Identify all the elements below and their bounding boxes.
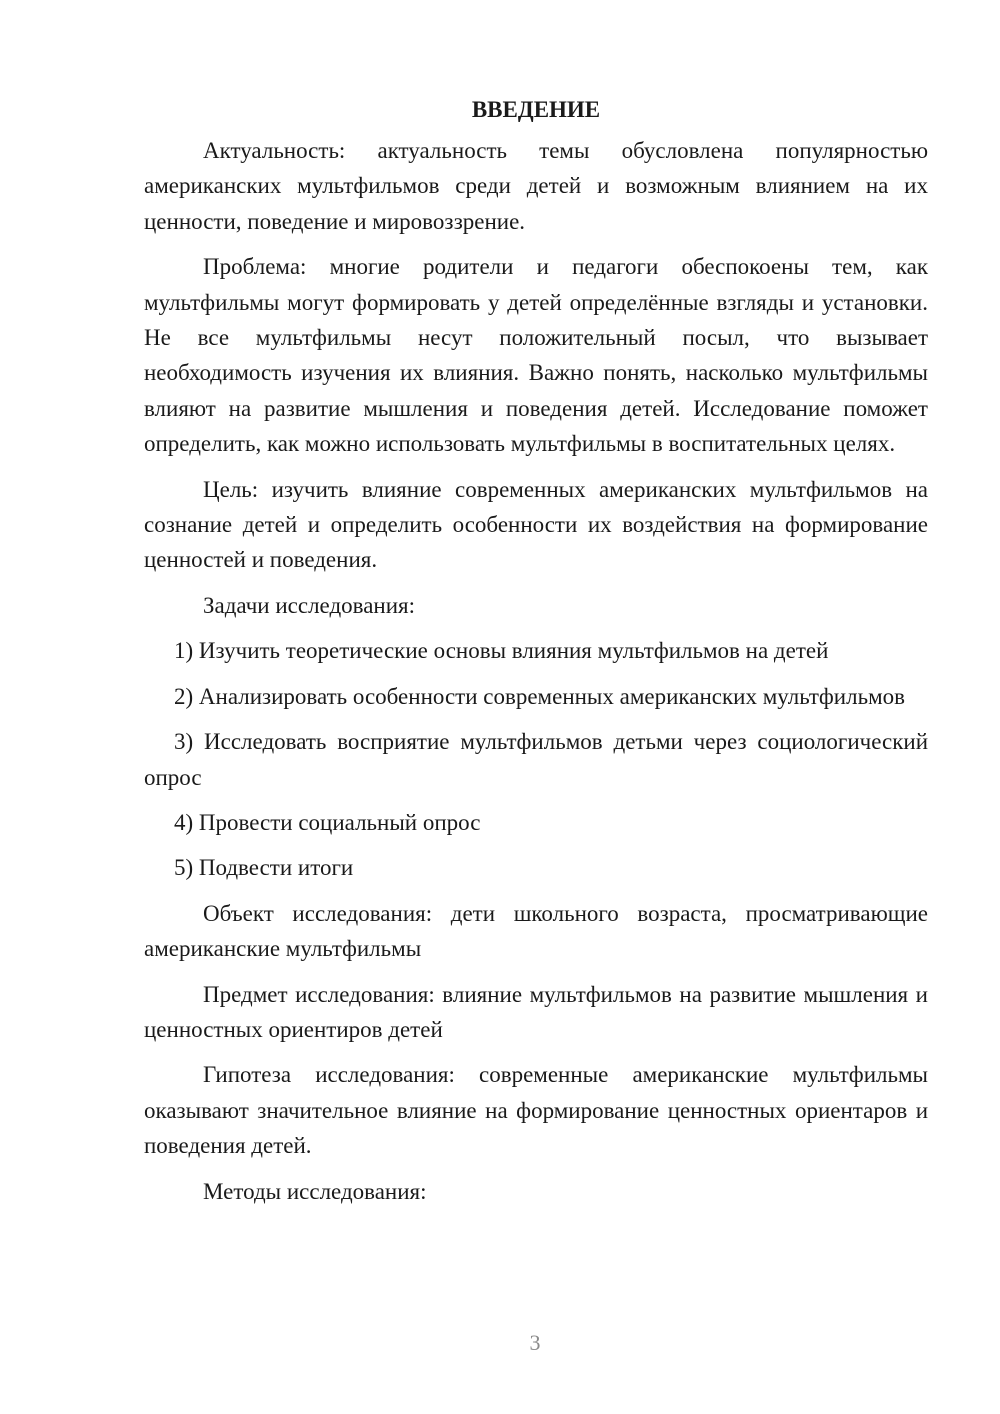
goal-paragraph: Цель: изучить влияние современных американских мультфильмов на сознание детей и определить особенности их воздействия на формирование ценностей и поведения. [144, 476, 928, 573]
task-item: 1) Изучить теоретические основы влияния мультфильмов на детей [174, 638, 829, 664]
subject-paragraph: Предмет исследования: влияние мультфильмов на развитие мышления и ценностных ориентиров детей [144, 981, 928, 1042]
problem-paragraph: Проблема: многие родители и педагоги обеспокоены тем, как мультфильмы могут формировать у детей определённые взгляды и установки. Не все мультфильмы несут положительный посыл, что вызывает необходимость изучения их влияния. Важно понять, насколько мультфильмы влияют на развитие мышления и поведения детей. Исследование поможет определить, как можно использовать мультфильмы в воспитательных целях. [144, 254, 928, 457]
page-body [144, 92, 928, 1219]
actuality-paragraph: Актуальность: актуальность темы обусловлена популярностью американских мультфильмов среди детей и возможным влиянием на их ценности, поведение и мировоззрение. [144, 138, 928, 234]
task-item: 2) Анализировать особенности современных американских мультфильмов [174, 683, 905, 709]
object-paragraph: Объект исследования: дети школьного возраста, просматривающие американские мультфильмы [144, 900, 928, 962]
methods-paragraph: Методы исследования: [203, 1178, 427, 1204]
tasks-heading: Задачи исследования: [203, 592, 416, 618]
task-item: 4) Провести социальный опрос [174, 809, 481, 835]
task-item: 3) Исследовать восприятие мультфильмов детьми через социологический опрос [144, 729, 928, 790]
hypothesis-paragraph: Гипотеза исследования: современные американские мультфильмы оказывают значительное влияние на формирование ценностных ориентаров и поведения детей. [144, 1062, 928, 1159]
task-item: 5) Подвести итоги [174, 855, 354, 881]
page-number: 3 [529, 1330, 541, 1355]
section-title: ВВЕДЕНИЕ [471, 97, 601, 122]
